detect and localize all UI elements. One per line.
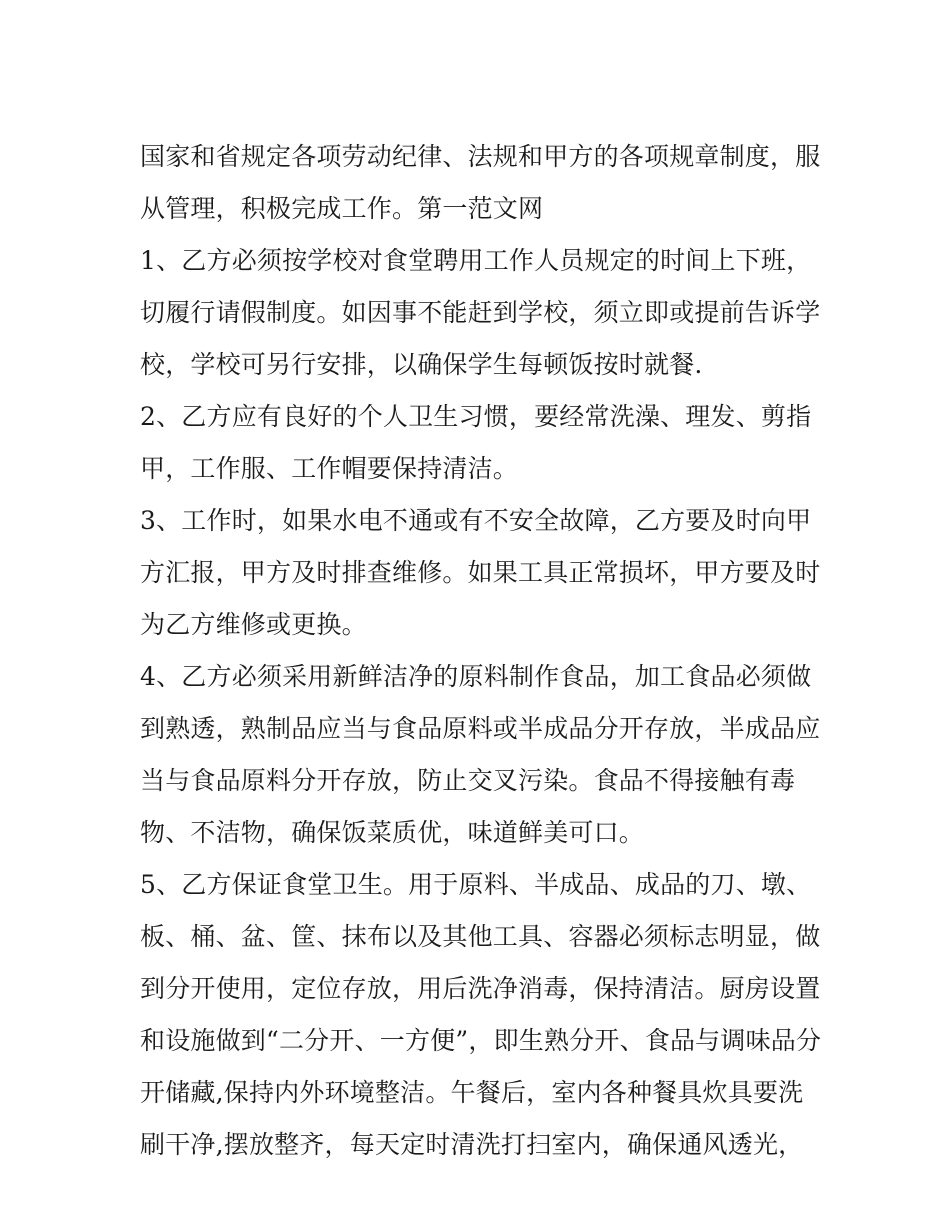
text-line: 5、乙方保证食堂卫生。用于原料、半成品、成品的刀、墩、 xyxy=(140,870,812,899)
text-line: 刷干净,摆放整齐，每天定时清洗打扫室内，确保通风透光， xyxy=(140,1130,804,1159)
text-line: 为乙方维修或更换。 xyxy=(140,610,367,639)
text-line: 1、乙方必须按学校对食堂聘用工作人员规定的时间上下班， xyxy=(140,246,812,275)
text-line: 板、桶、盆、筐、抹布以及其他工具、容器必须标志明显，做 xyxy=(140,922,821,951)
text-line: 到熟透，熟制品应当与食品原料或半成品分开存放，半成品应 xyxy=(140,714,821,743)
text-line: 开储藏,保持内外环境整洁。午餐后，室内各种餐具炊具要洗 xyxy=(140,1078,804,1107)
text-line: 从管理，积极完成工作。第一范文网 xyxy=(140,194,544,223)
text-line: 校，学校可另行安排，以确保学生每顿饭按时就餐. xyxy=(140,350,703,379)
text-line: 2、乙方应有良好的个人卫生习惯，要经常洗澡、理发、剪指 xyxy=(140,402,812,431)
text-line: 方汇报，甲方及时排查维修。如果工具正常损坏，甲方要及时 xyxy=(140,558,821,587)
text-line: 和设施做到“二分开、一方便”，即生熟分开、食品与调味品分 xyxy=(140,1026,822,1055)
text-line: 当与食品原料分开存放，防止交叉污染。食品不得接触有毒 xyxy=(140,766,796,795)
text-line: 国家和省规定各项劳动纪律、法规和甲方的各项规章制度，服 xyxy=(140,142,821,171)
text-line: 3、工作时，如果水电不通或有不安全故障，乙方要及时向甲 xyxy=(140,506,812,535)
text-line: 到分开使用，定位存放，用后洗净消毒，保持清洁。厨房设置 xyxy=(140,974,821,1003)
text-line: 甲，工作服、工作帽要保持清洁。 xyxy=(140,454,519,483)
text-line: 切履行请假制度。如因事不能赶到学校，须立即或提前告诉学 xyxy=(140,298,821,327)
text-line: 物、不洁物，确保饭菜质优，味道鲜美可口。 xyxy=(140,818,645,847)
text-line: 4、乙方必须采用新鲜洁净的原料制作食品，加工食品必须做 xyxy=(140,662,812,691)
